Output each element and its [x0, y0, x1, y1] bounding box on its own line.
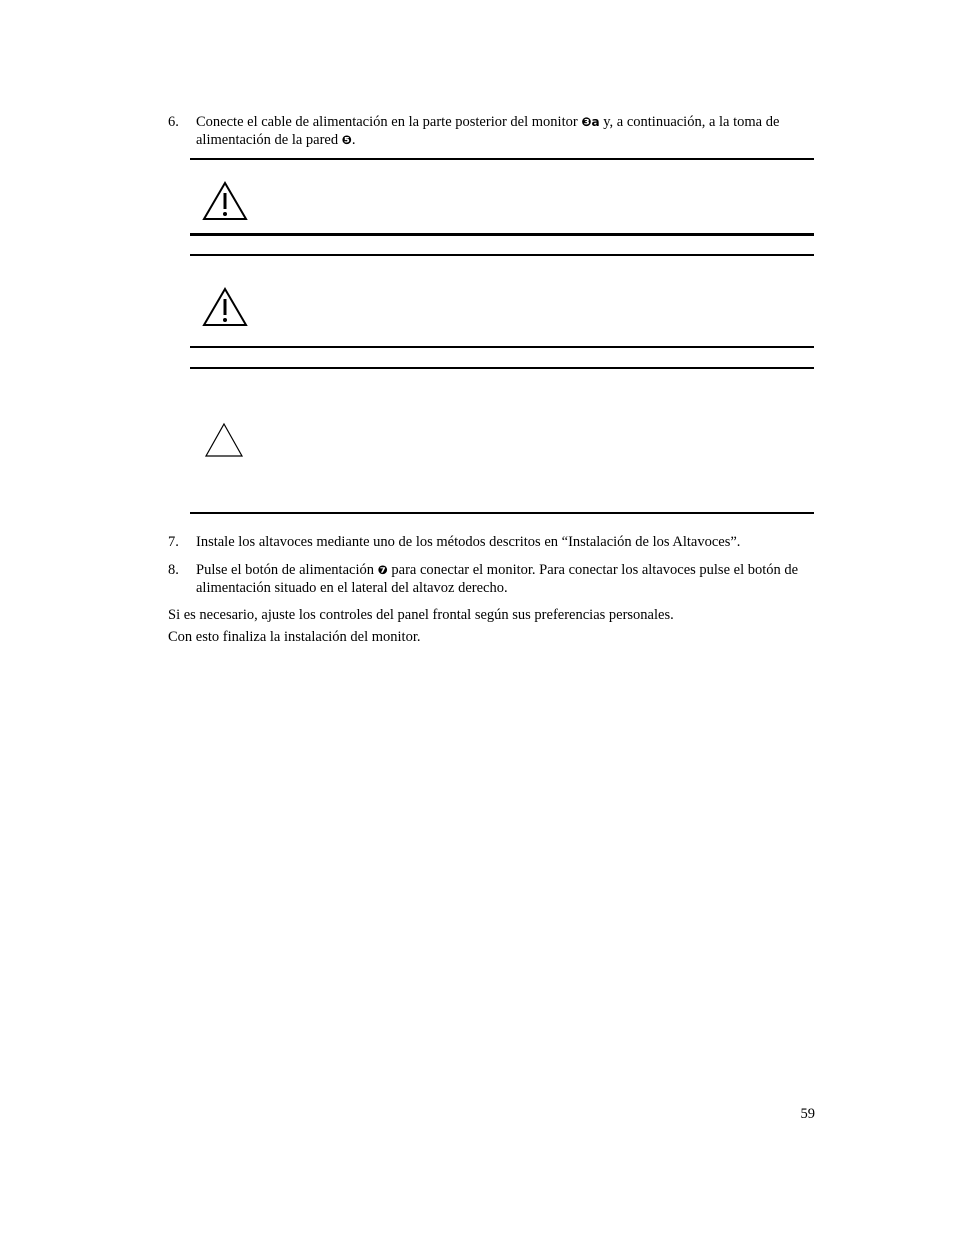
body-paragraph: Si es necesario, ajuste los controles del panel frontal según sus preferencias personales. [168, 607, 674, 623]
step-number: 6. [168, 114, 179, 130]
step-text: Pulse el botón de alimentación ❼ para conectar el monitor. Para conectar los altavoces pulse el botón de alimentación situado en el lateral del altavoz derecho. [196, 562, 799, 596]
callout-marker: ❸a [581, 115, 600, 129]
notice-top-rule [190, 367, 814, 369]
body-paragraph: Con esto finaliza la instalación del monitor. [168, 629, 421, 645]
step-text: Conecte el cable de alimentación en la parte posterior del monitor ❸a y, a continuación, a la toma de alimentación de la pared ❺. [196, 114, 780, 148]
callout-marker: ❼ [377, 563, 388, 577]
step-7 [168, 533, 818, 551]
callout-marker: ❺ [341, 133, 352, 147]
step-text: Instale los altavoces mediante uno de los métodos descritos en “Instalación de los Altavoces”. [196, 534, 741, 550]
caution-triangle-icon [204, 422, 244, 463]
warning-exclamation-icon [202, 181, 248, 226]
notice-top-rule [190, 158, 814, 160]
step-number: 8. [168, 562, 179, 578]
step-6 [168, 113, 818, 149]
step-number: 7. [168, 534, 179, 550]
notice-bottom-rule [190, 512, 814, 514]
step-8 [168, 561, 818, 597]
warning-exclamation-icon [202, 287, 248, 332]
notice-top-rule [190, 254, 814, 256]
notice-bottom-rule [190, 346, 814, 348]
page-number: 59 [800, 1106, 815, 1122]
notice-bottom-rule [190, 233, 814, 236]
